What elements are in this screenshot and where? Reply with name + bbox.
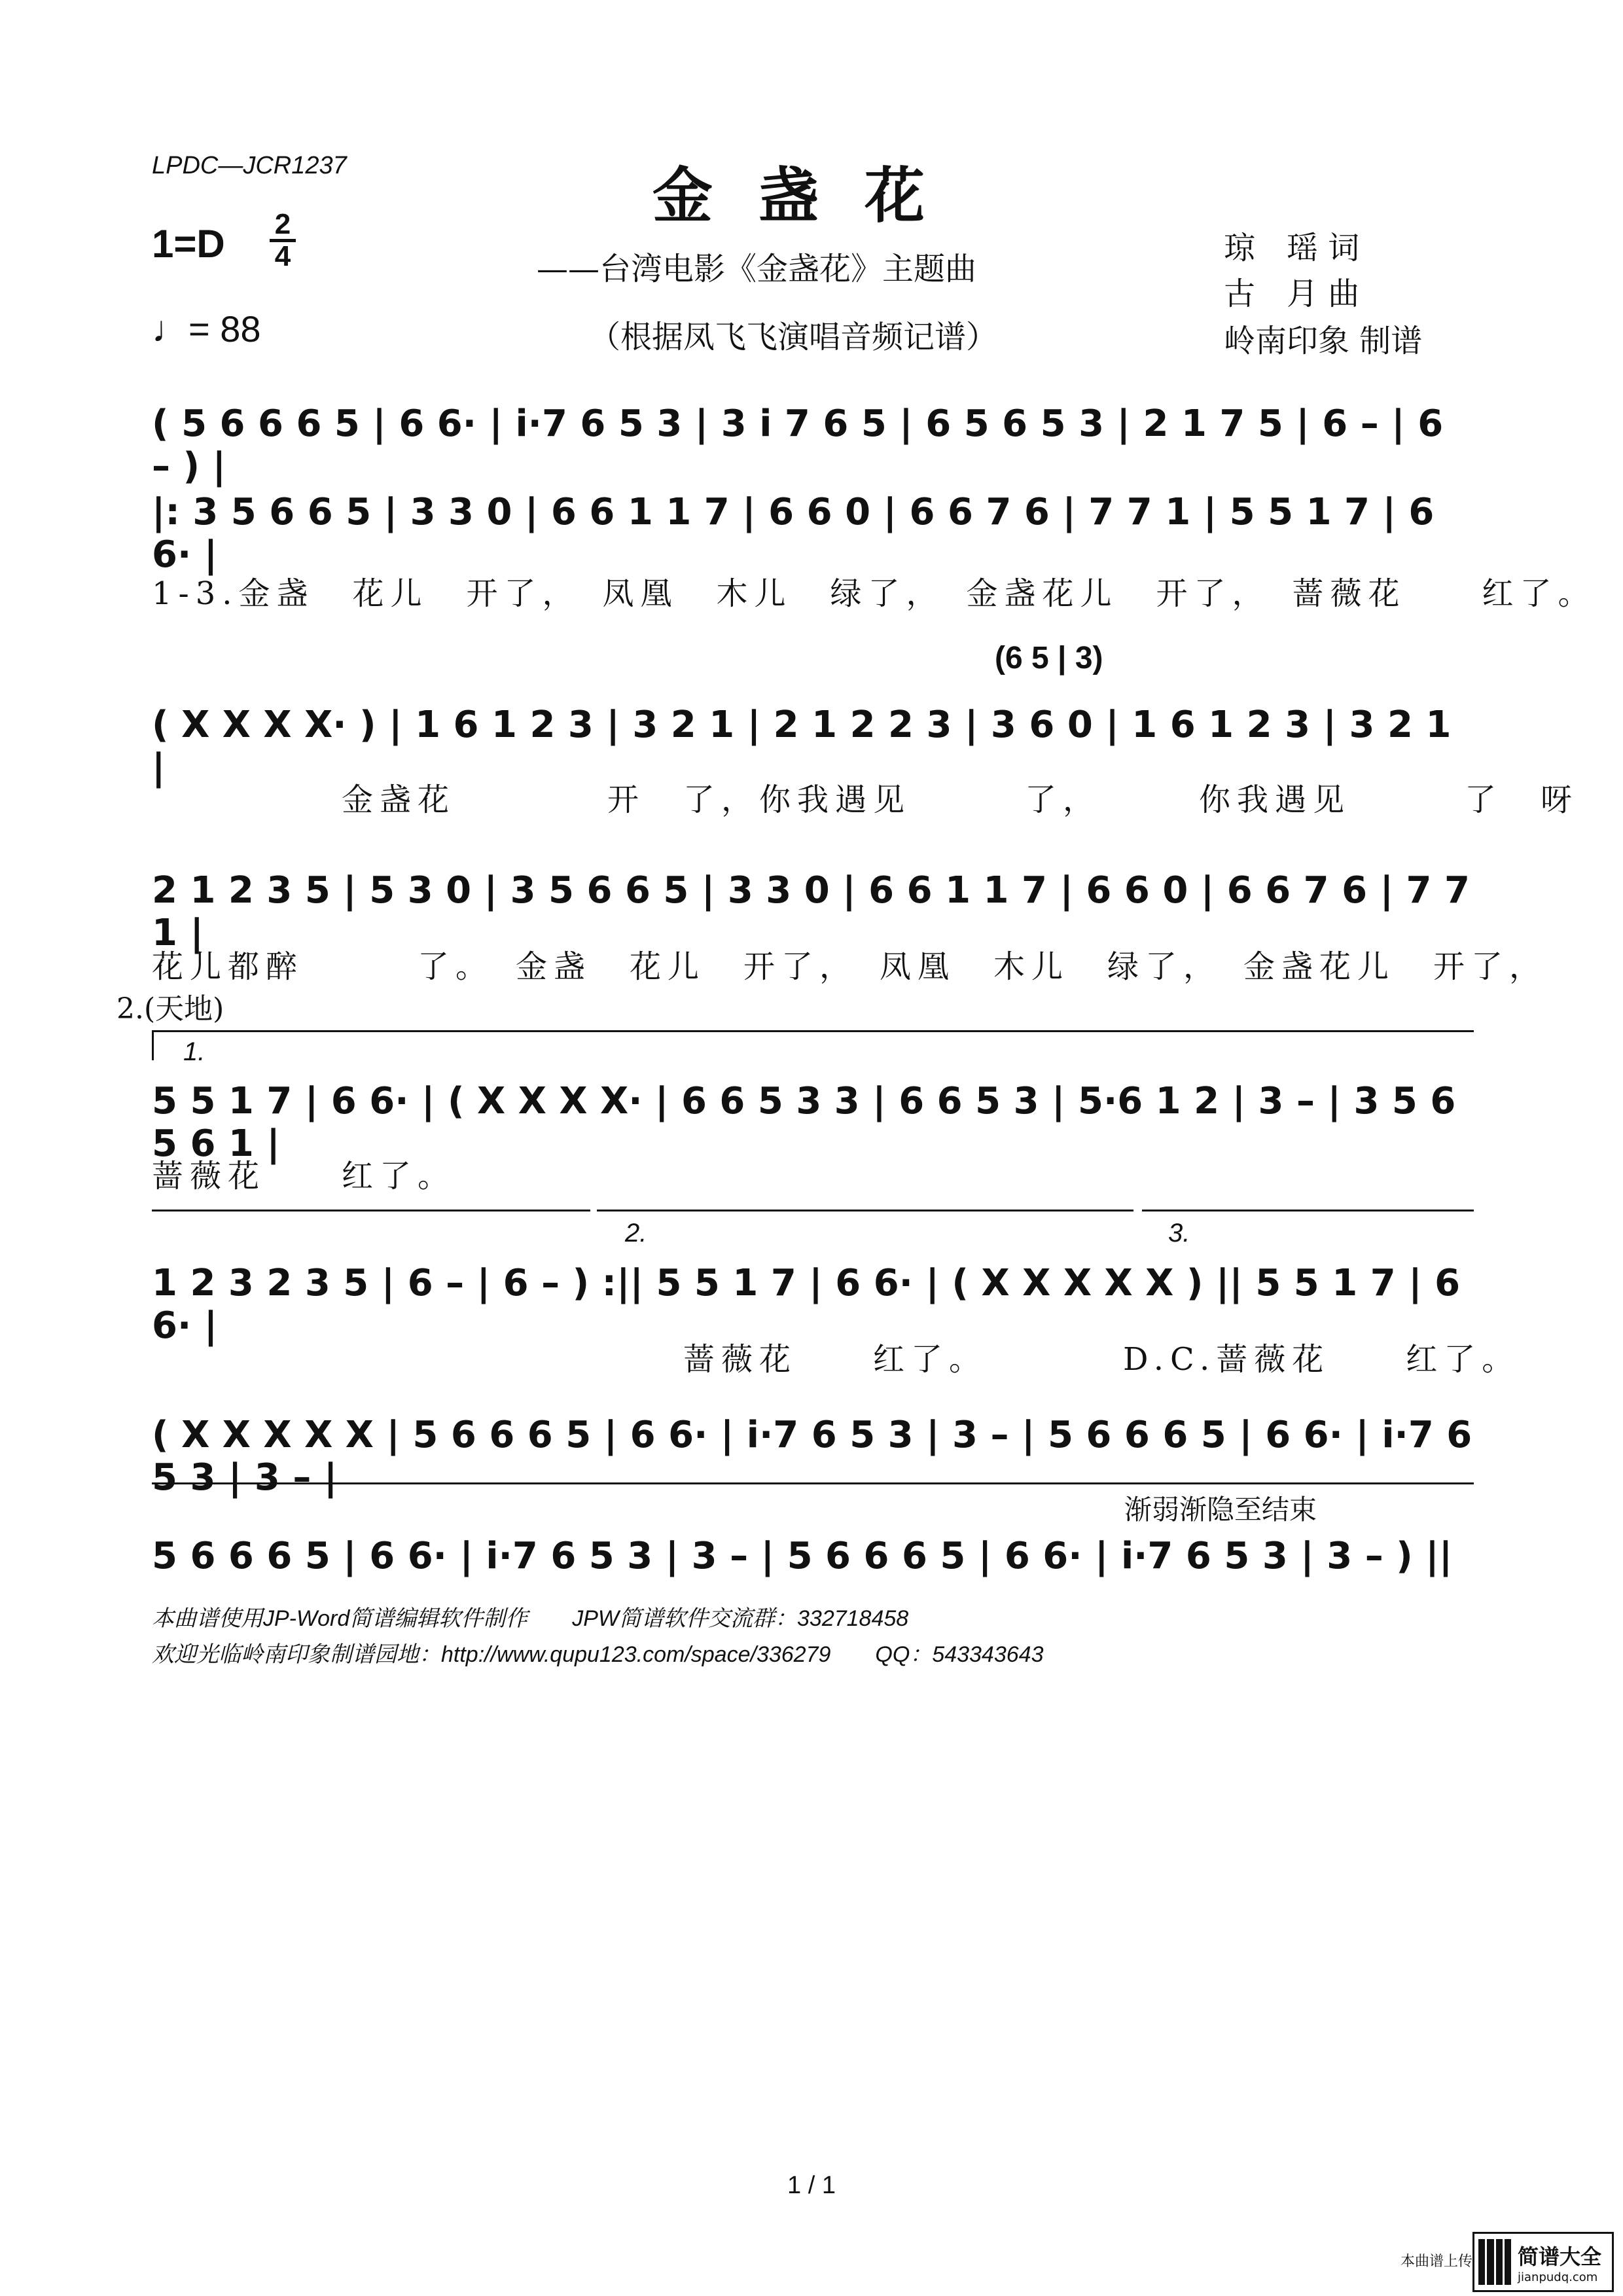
notation-line: 5 6 6 6 5 | 6 6· | i·7 6 5 3 | 3 – | 5 6 6 6 5 | 6 6· | i·7 6 5 3 | 3 – ) || bbox=[152, 1535, 1453, 1577]
subtitle: ——台湾电影《金盏花》主题曲 bbox=[537, 251, 977, 287]
notation-line: 1 2 3 2 3 5 | 6 – | 6 – ) :|| 5 5 1 7 | 6 6· | ( X X X X X ) || 5 5 1 7 | 6 6· | bbox=[152, 1262, 1461, 1347]
ending-label: 3. bbox=[1168, 1219, 1190, 1247]
lyrics-line: 金盏花 开 了，你我遇见 了， 你我遇见 了 呀 bbox=[342, 781, 1579, 818]
verse-note: 2.(天地) bbox=[116, 992, 224, 1026]
notation-line: ( 5 6 6 6 5 | 6 6· | i·7 6 5 3 | 3 i 7 6 5 | 6 5 6 5 3 | 2 1 7 5 | 6 – | 6 – ) | bbox=[152, 403, 1444, 488]
piano-keys-icon bbox=[1478, 2239, 1511, 2285]
alt-notes: (6 5 | 3) bbox=[995, 641, 1103, 675]
score-system-4 bbox=[152, 869, 1548, 994]
upload-note: 本曲谱上传 bbox=[1400, 2253, 1473, 2269]
lyricist-credit: 琼 瑶 词 bbox=[1224, 230, 1360, 266]
score-system-3 bbox=[152, 704, 1579, 828]
arranger-credit: 岭南印象 制谱 bbox=[1224, 323, 1423, 359]
time-signature-top: 2 bbox=[274, 208, 291, 240]
time-signature-bottom: 4 bbox=[274, 240, 291, 272]
page-title: 金盏花 bbox=[652, 160, 971, 231]
notation-line: 5 5 1 7 | 6 6· | ( X X X X· | 6 6 5 3 3 | 6 6 5 3 | 5·6 1 2 | 3 – | 3 5 6 5 6 1 | bbox=[152, 1080, 1456, 1165]
tempo-mark: ♩= 88 bbox=[152, 308, 261, 350]
notation-line: 2 1 2 3 5 | 5 3 0 | 3 5 6 6 5 | 3 3 0 | 6 6 1 1 7 | 6 6 0 | 6 6 7 6 | 7 7 1 | bbox=[152, 869, 1470, 954]
score-system-6 bbox=[152, 1262, 1520, 1386]
notation-line: ( X X X X· ) | 1 6 1 2 3 | 3 2 1 | 2 1 2 2 3 | 3 6 0 | 1 6 1 2 3 | 3 2 1 | bbox=[152, 704, 1452, 789]
time-signature bbox=[270, 208, 296, 272]
ending-label: 1. bbox=[183, 1037, 205, 1066]
ending-label: 2. bbox=[625, 1219, 647, 1247]
ending-bracket bbox=[597, 1210, 1133, 1211]
logo-text: 简谱大全 bbox=[1518, 2244, 1602, 2269]
footer-line-1: 本曲谱使用JP-Word简谱编辑软件制作 JPW简谱软件交流群：332718458 bbox=[152, 1606, 909, 1631]
ending-bracket bbox=[152, 1030, 1474, 1032]
lyrics-line: 1-3.金盏 花儿 开了， 凤凰 木儿 绿了， 金盏花儿 开了， 蔷薇花 红了。 bbox=[152, 575, 1596, 612]
lyrics-line: 花儿都醉 了。 金盏 花儿 开了， 凤凰 木儿 绿了， 金盏花儿 开了， bbox=[152, 948, 1548, 985]
notation-line: ( X X X X X | 5 6 6 6 5 | 6 6· | i·7 6 5 3 | 3 – | 5 6 6 6 5 | 6 6· | i·7 6 5 3 | 3 – | bbox=[152, 1414, 1472, 1499]
score-system-7 bbox=[152, 1414, 1474, 1499]
logo-url: jianpudq.com bbox=[1518, 2270, 1598, 2284]
source-note: （根据凤飞飞演唱音频记谱） bbox=[589, 319, 998, 355]
key-signature: 1=D bbox=[152, 222, 225, 266]
score-code: LPDC—JCR1237 bbox=[152, 152, 347, 179]
dynamics-marking: 渐弱渐隐至结束 bbox=[1124, 1494, 1317, 1525]
lyrics-line: 蔷薇花 红了。 bbox=[152, 1158, 456, 1194]
ending-bracket bbox=[1142, 1210, 1474, 1211]
ending-bracket bbox=[152, 1210, 590, 1211]
score-system-1 bbox=[152, 403, 1474, 488]
ending-bracket-hook bbox=[152, 1030, 154, 1060]
score-system-2 bbox=[152, 491, 1596, 615]
notation-line: |: 3 5 6 6 5 | 3 3 0 | 6 6 1 1 7 | 6 6 0 | 6 6 7 6 | 7 7 1 | 5 5 1 7 | 6 6· | bbox=[152, 491, 1435, 576]
dynamics-bracket bbox=[152, 1482, 1474, 1484]
site-logo bbox=[1472, 2232, 1614, 2292]
score-system-5 bbox=[152, 1080, 1474, 1204]
composer-credit: 古 月 曲 bbox=[1224, 276, 1360, 312]
page-number: 1 / 1 bbox=[787, 2172, 836, 2199]
lyrics-line: 蔷薇花 红了。 D.C.蔷薇花 红了。 bbox=[152, 1341, 1520, 1378]
footer-line-2: 欢迎光临岭南印象制谱园地：http://www.qupu123.com/space/336279 QQ：543343643 bbox=[152, 1642, 1044, 1667]
